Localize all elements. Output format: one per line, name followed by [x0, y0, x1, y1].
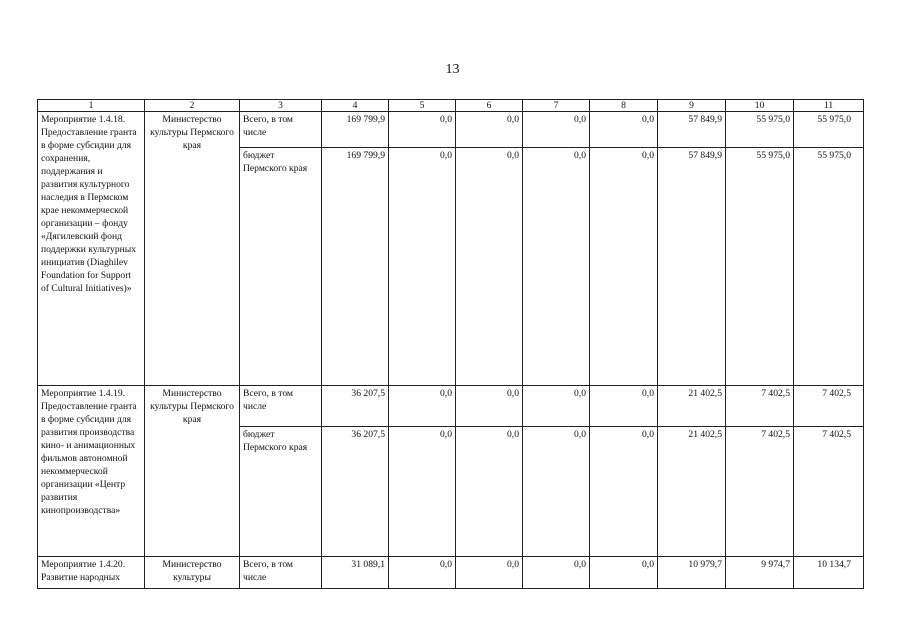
event-name: Мероприятие 1.4.20. Развитие народных	[38, 557, 145, 589]
value-cell: 169 799,9	[322, 148, 389, 386]
value-cell: 10 134,7	[794, 557, 864, 589]
table-row	[38, 386, 864, 427]
value-cell: 0,0	[590, 112, 658, 148]
executor: Министерство культуры Пермского края	[145, 386, 240, 557]
col-header-1: 1	[38, 100, 145, 112]
value-cell: 0,0	[590, 386, 658, 427]
executor: Министерство культуры	[145, 557, 240, 589]
value-cell: 0,0	[523, 112, 590, 148]
value-cell: 7 402,5	[726, 386, 794, 427]
col-header-9: 9	[658, 100, 726, 112]
value-cell: 57 849,9	[658, 112, 726, 148]
budget-table	[37, 99, 864, 589]
col-header-3: 3	[240, 100, 322, 112]
value-cell: 7 402,5	[794, 386, 864, 427]
value-cell: 21 402,5	[658, 386, 726, 427]
value-cell: 0,0	[389, 112, 456, 148]
col-header-4: 4	[322, 100, 389, 112]
value-cell: 55 975,0	[794, 112, 864, 148]
value-cell: 0,0	[456, 112, 523, 148]
value-cell: 169 799,9	[322, 112, 389, 148]
funding-source: Всего, в том числе	[240, 112, 322, 148]
col-header-10: 10	[726, 100, 794, 112]
value-cell: 10 979,7	[658, 557, 726, 589]
value-cell: 0,0	[456, 427, 523, 557]
value-cell: 36 207,5	[322, 386, 389, 427]
value-cell: 21 402,5	[658, 427, 726, 557]
column-number-row	[38, 100, 864, 112]
page-number: 13	[445, 62, 460, 77]
value-cell: 31 089,1	[322, 557, 389, 589]
value-cell: 55 975,0	[726, 112, 794, 148]
value-cell: 0,0	[389, 386, 456, 427]
funding-source: бюджет Пермского края	[240, 148, 322, 386]
value-cell: 0,0	[389, 148, 456, 386]
value-cell: 36 207,5	[322, 427, 389, 557]
value-cell: 0,0	[523, 148, 590, 386]
value-cell: 0,0	[456, 386, 523, 427]
funding-source: бюджет Пермского края	[240, 427, 322, 557]
funding-source: Всего, в том числе	[240, 557, 322, 589]
value-cell: 7 402,5	[726, 427, 794, 557]
event-name: Мероприятие 1.4.19. Предоставление гранта в форме субсидии для развития производства кино- и анимационных фильмов автономной некоммерческой организации «Центр развития кинопроизводства»	[38, 386, 145, 557]
value-cell: 0,0	[523, 386, 590, 427]
value-cell: 0,0	[590, 148, 658, 386]
value-cell: 55 975,0	[794, 148, 864, 386]
value-cell: 0,0	[456, 557, 523, 589]
col-header-5: 5	[389, 100, 456, 112]
table-row	[38, 557, 864, 589]
funding-source: Всего, в том числе	[240, 386, 322, 427]
value-cell: 0,0	[456, 148, 523, 386]
col-header-8: 8	[590, 100, 658, 112]
col-header-7: 7	[523, 100, 590, 112]
col-header-11: 11	[794, 100, 864, 112]
value-cell: 0,0	[523, 427, 590, 557]
value-cell: 0,0	[389, 427, 456, 557]
executor: Министерство культуры Пермского края	[145, 112, 240, 386]
value-cell: 0,0	[389, 557, 456, 589]
value-cell: 57 849,9	[658, 148, 726, 386]
value-cell: 0,0	[590, 557, 658, 589]
value-cell: 7 402,5	[794, 427, 864, 557]
value-cell: 55 975,0	[726, 148, 794, 386]
col-header-6: 6	[456, 100, 523, 112]
table-row	[38, 112, 864, 148]
event-name: Мероприятие 1.4.18. Предоставление гранта в форме субсидии для сохранения, поддержания и развития культурного наследия в Пермском крае некоммерческой организации – фонду «Дягилевский фонд поддержки культурных инициатив (Diaghilev Foundation for Support of Cultural Initiatives)»	[38, 112, 145, 386]
value-cell: 0,0	[523, 557, 590, 589]
value-cell: 0,0	[590, 427, 658, 557]
value-cell: 9 974,7	[726, 557, 794, 589]
col-header-2: 2	[145, 100, 240, 112]
